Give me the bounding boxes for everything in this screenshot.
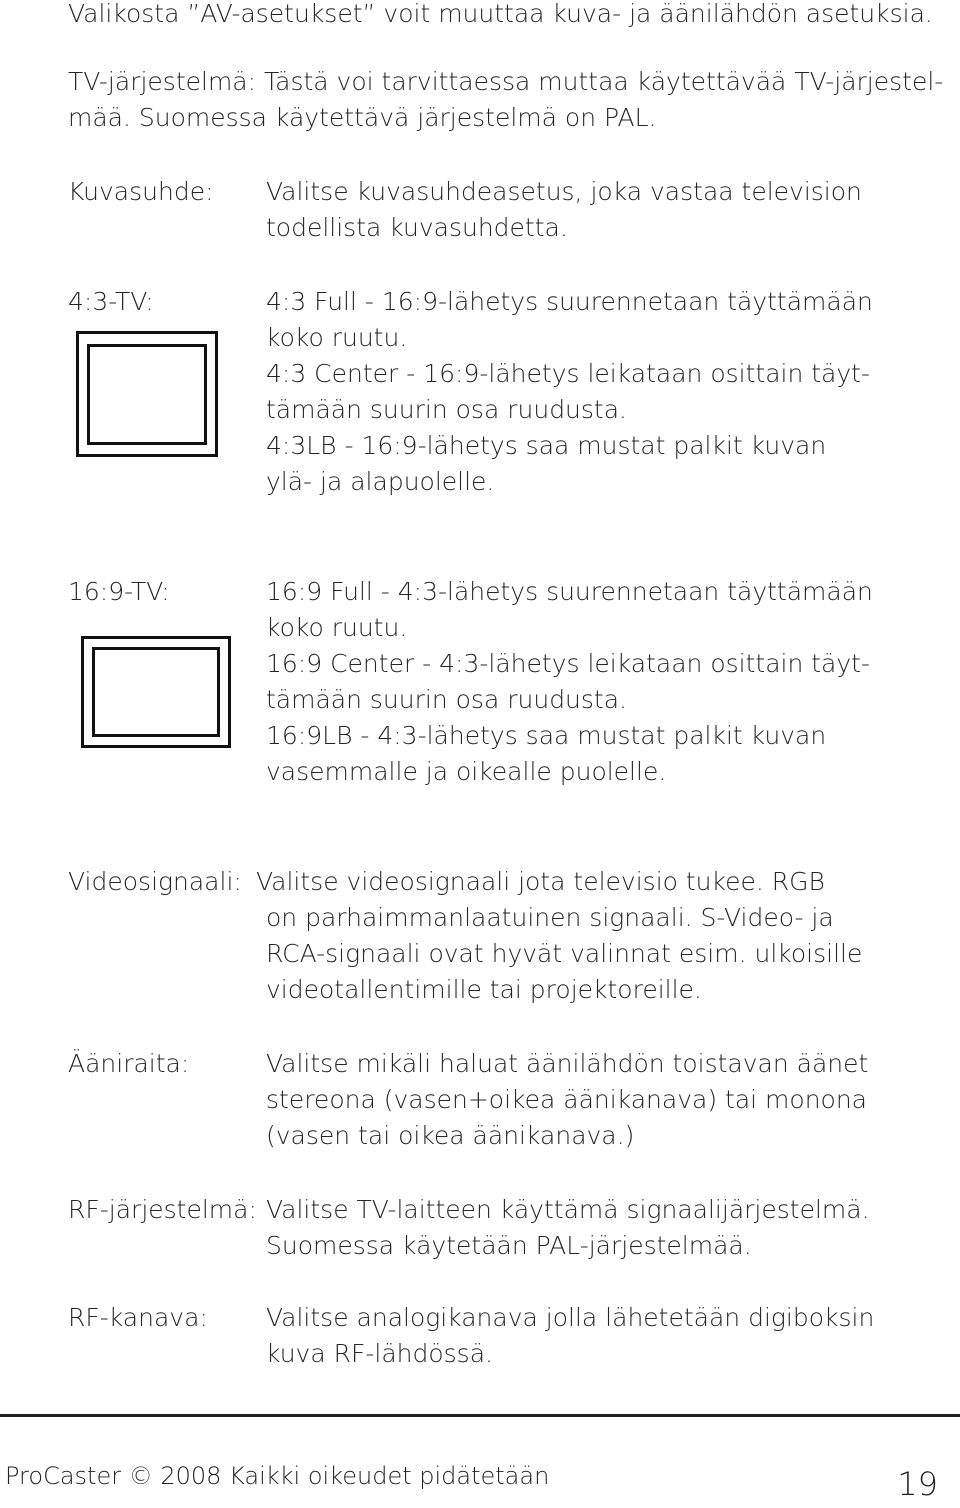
tv43-text-line-1: 4:3 Full - 16:9-lähetys suurennetaan täyttämään: [266, 287, 873, 316]
rfjarjestelma-text-line-1: Valitse TV-laitteen käyttämä signaalijärjestelmä.: [266, 1195, 870, 1224]
tv43-text-line-5: 4:3LB - 16:9-lähetys saa mustat palkit kuvan: [266, 431, 827, 460]
videosignaali-text-line-4: videotallentimille tai projektoreille.: [266, 975, 702, 1004]
aaniraita-text-line-1: Valitse mikäli haluat äänilähdön toistavan äänet: [266, 1049, 869, 1078]
rfkanava-text-line-2: kuva RF-lähdössä.: [266, 1339, 493, 1368]
aaniraita-label: Ääniraita:: [68, 1049, 190, 1078]
screen-16-9-icon: [81, 636, 231, 748]
kuvasuhde-label: Kuvasuhde:: [68, 177, 214, 206]
intro-line-2: TV-järjestelmä: Tästä voi tarvittaessa muttaa käytettävää TV-järjestel-: [68, 67, 944, 96]
rfjarjestelma-label: RF-järjestelmä:: [68, 1195, 257, 1224]
videosignaali-text-line-3: RCA-signaali ovat hyvät valinnat esim. ulkoisille: [266, 939, 863, 968]
footer-divider: [0, 1414, 960, 1417]
rfjarjestelma-text-line-2: Suomessa käytetään PAL-järjestelmää.: [266, 1231, 752, 1260]
rfkanava-text-line-1: Valitse analogikanava jolla lähetetään digiboksin: [266, 1303, 875, 1332]
aaniraita-text-line-2: stereona (vasen+oikea äänikanava) tai monona: [266, 1085, 868, 1114]
tv43-text-line-3: 4:3 Center - 16:9-lähetys leikataan osittain täyt-: [266, 359, 870, 388]
tv43-text-line-6: ylä- ja alapuolelle.: [266, 467, 495, 496]
screen-4-3-inner-icon: [87, 344, 207, 445]
kuvasuhde-text-line-1: Valitse kuvasuhdeasetus, joka vastaa television: [266, 177, 862, 206]
videosignaali-label: Videosignaali:: [68, 867, 242, 896]
intro-line-3: mää. Suomessa käytettävä järjestelmä on PAL.: [68, 103, 657, 132]
tv43-text-line-4: tämään suurin osa ruudusta.: [266, 395, 627, 424]
tv169-label: 16:9-TV:: [68, 577, 170, 606]
tv169-text-line-1: 16:9 Full - 4:3-lähetys suurennetaan täyttämään: [266, 577, 873, 606]
intro-line-1: Valikosta ”AV-asetukset” voit muuttaa kuva- ja äänilähdön asetuksia.: [68, 0, 933, 28]
tv169-text-line-5: 16:9LB - 4:3-lähetys saa mustat palkit kuvan: [266, 721, 827, 750]
videosignaali-text-line-1: Valitse videosignaali jota televisio tukee. RGB: [256, 867, 825, 896]
footer-copyright: ProCaster © 2008 Kaikki oikeudet pidätetään: [5, 1462, 550, 1490]
kuvasuhde-text-line-2: todellista kuvasuhdetta.: [266, 213, 568, 242]
videosignaali-text-line-2: on parhaimmanlaatuinen signaali. S-Video- ja: [266, 903, 834, 932]
screen-4-3-icon: [76, 331, 218, 457]
tv43-text-line-2: koko ruutu.: [266, 323, 408, 352]
tv169-text-line-3: 16:9 Center - 4:3-lähetys leikataan osittain täyt-: [266, 649, 870, 678]
tv43-label: 4:3-TV:: [68, 287, 154, 316]
page-number: 19: [897, 1465, 938, 1503]
aaniraita-text-line-3: (vasen tai oikea äänikanava.): [266, 1121, 635, 1150]
tv169-text-line-2: koko ruutu.: [266, 613, 408, 642]
tv169-text-line-4: tämään suurin osa ruudusta.: [266, 685, 627, 714]
rfkanava-label: RF-kanava:: [68, 1303, 208, 1332]
screen-16-9-inner-icon: [92, 647, 220, 737]
tv169-text-line-6: vasemmalle ja oikealle puolelle.: [266, 757, 667, 786]
